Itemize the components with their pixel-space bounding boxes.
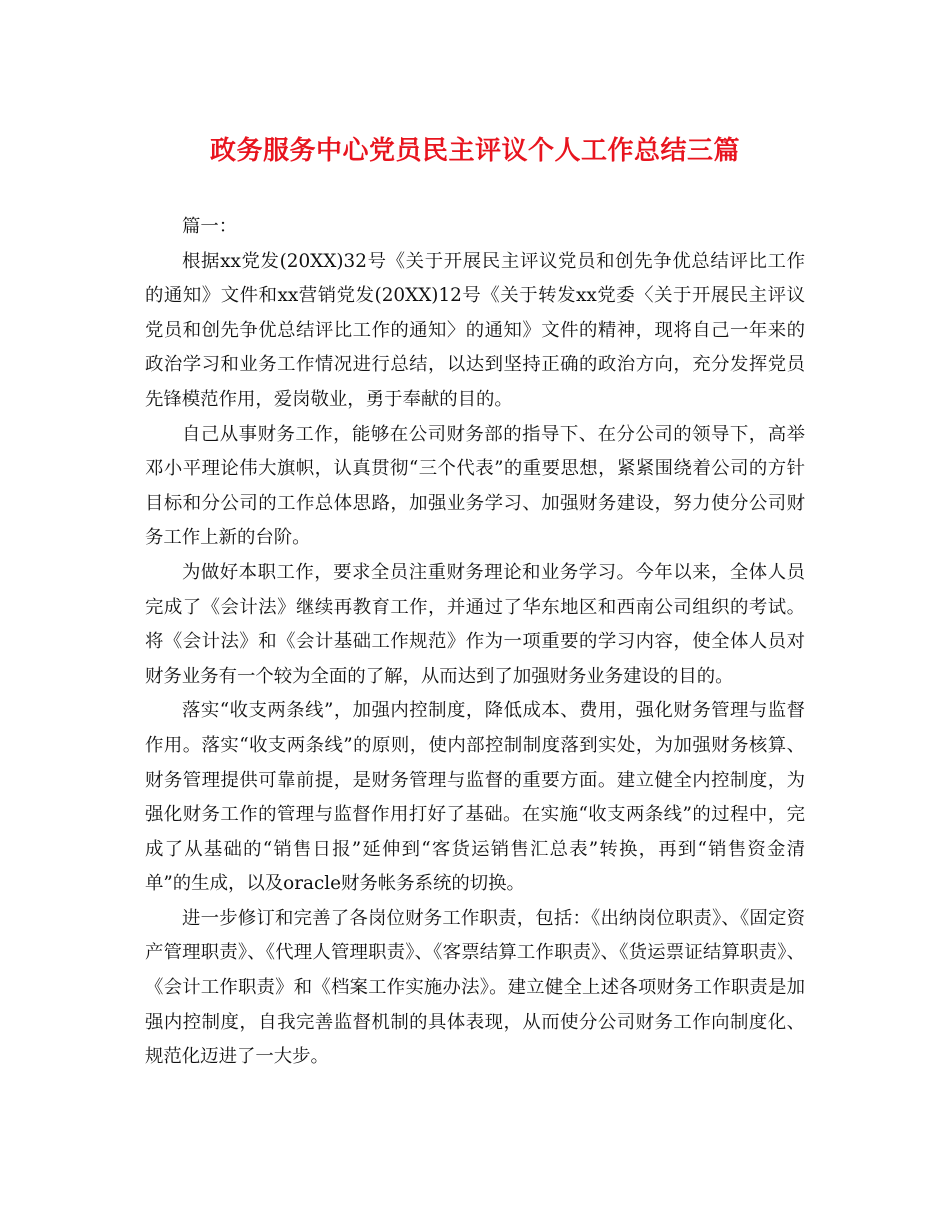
document-title: 政务服务中心党员民主评议个人工作总结三篇 (209, 136, 740, 166)
body-paragraph-2: 自己从事财务工作，能够在公司财务部的指导下、在分公司的领导下，高举邓小平理论伟大旗帜，认真贯彻“三个代表”的重要思想，紧紧围绕着公司的方针目标和分公司的工作总体思路，加强业务学习、加强财务建设，努力使分公司财务工作上新的台阶。 (145, 423, 805, 549)
document-body (145, 210, 805, 1075)
section-label: 篇一： (182, 216, 238, 237)
body-paragraph-5: 进一步修订和完善了各岗位财务工作职责，包括：《出纳岗位职责》、《固定资产管理职责》、《代理人管理职责》、《客票结算工作职责》、《货运票证结算职责》、《会计工作职责》和《档案工作实施办法》。建立健全上述各项财务工作职责是加强内控制度，自我完善监督机制的具体表现，从而使分公司财务工作向制度化、规范化迈进了一大步。 (145, 907, 805, 1068)
body-paragraph-3: 为做好本职工作，要求全员注重财务理论和业务学习。今年以来，全体人员完成了《会计法》继续再教育工作，并通过了华东地区和西南公司组织的考试。将《会计法》和《会计基础工作规范》作为一项重要的学习内容，使全体人员对财务业务有一个较为全面的了解，从而达到了加强财务业务建设的目的。 (145, 561, 805, 687)
body-paragraph-1: 根据xx党发(20XX)32号《关于开展民主评议党员和创先争优总结评比工作的通知》文件和xx营销党发(20XX)12号《关于转发xx党委〈关于开展民主评议党员和创先争优总结评比工作的通知〉的通知》文件的精神，现将自己一年来的政治学习和业务工作情况进行总结，以达到坚持正确的政治方向，充分发挥党员先锋模范作用，爱岗敬业，勇于奉献的目的。 (145, 250, 805, 410)
body-paragraph-4: 落实“收支两条线”，加强内控制度，降低成本、费用，强化财务管理与监督作用。落实“收支两条线”的原则，使内部控制制度落到实处，为加强财务核算、财务管理提供可靠前提，是财务管理与监督的重要方面。建立健全内控制度，为强化财务工作的管理与监督作用打好了基础。在实施“收支两条线”的过程中，完成了从基础的“销售日报”延伸到“客货运销售汇总表”转换，再到“销售资金清单”的生成，以及oracle财务帐务系统的切换。 (145, 700, 805, 895)
